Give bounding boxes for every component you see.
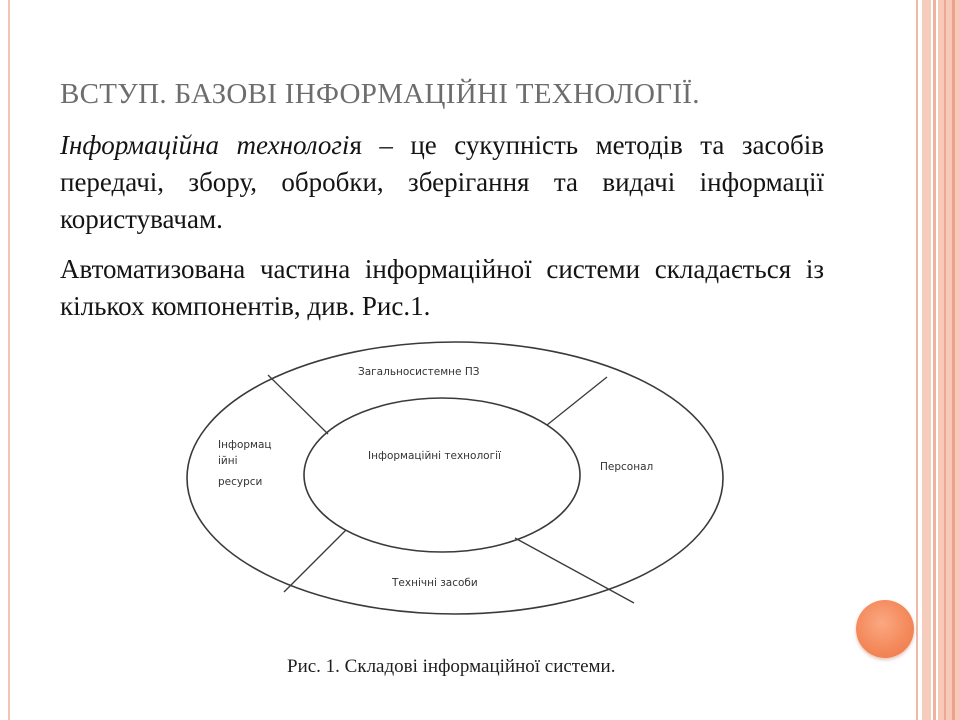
outer-ring [187,342,723,614]
divider-top-right [547,377,607,425]
components-paragraph: Автоматизована частина інформаційної системи складається із кількох компонентів, див. Рис.1. [60,254,824,321]
definition-term: Інформаційна технологі [60,130,350,160]
definition-body: – це сукупність методів та засобів передачі, збору, обробки, зберігання та видачі інформації користувачам. [60,130,825,234]
label-system-software: Загальносистемне ПЗ [358,366,480,378]
divider-top-left [268,375,328,434]
information-system-diagram [180,330,730,620]
divider-bottom-left [284,530,346,592]
label-personnel: Персонал [600,461,654,473]
definition-paragraph [60,127,824,238]
left-frame-line [8,0,10,720]
label-information-technologies: Інформаційні технології [368,450,501,462]
label-information-resources-line3: ресурси [218,476,263,488]
figure-caption: Рис. 1. Складові інформаційної системи. [287,656,616,677]
orange-orb-icon [856,600,914,658]
divider-bottom-right [515,538,634,603]
inner-ring [304,398,580,552]
label-information-resources-line2: ійні [218,455,238,467]
label-hardware: Технічні засоби [392,577,478,589]
definition-term-ending: я [349,130,362,160]
label-information-resources-line1: Інформац [218,439,272,451]
slide-title: ВСТУП. БАЗОВІ ІНФОРМАЦІЙНІ ТЕХНОЛОГІЇ. [60,78,700,110]
